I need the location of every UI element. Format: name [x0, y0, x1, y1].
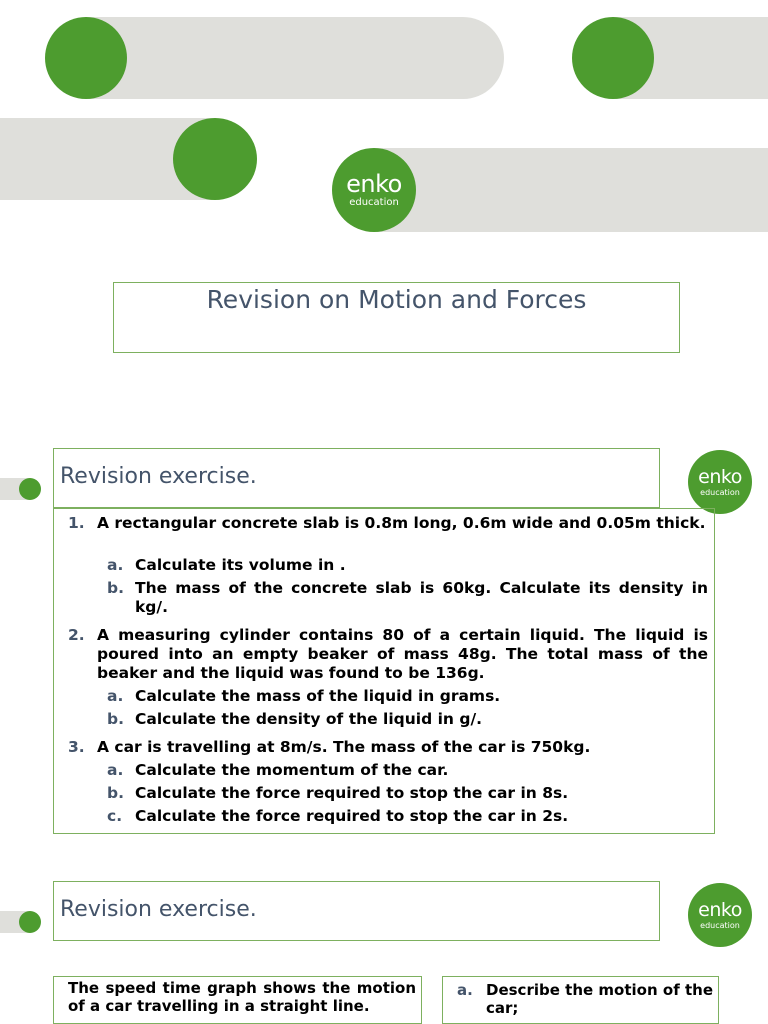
question-number: 1.	[68, 514, 85, 532]
header-dot-1	[45, 17, 127, 99]
title-box	[113, 282, 680, 353]
question-1b	[107, 579, 708, 617]
part-text: Calculate the mass of the liquid in grams.	[135, 687, 501, 705]
enko-logo-section2	[688, 883, 752, 947]
logo-word: enko	[698, 465, 742, 488]
question-3	[68, 738, 708, 757]
part-text: Calculate the density of the liquid in g/.	[135, 710, 482, 728]
motion-question-box	[442, 976, 719, 1024]
header-band-1	[86, 17, 504, 99]
header-dot-3	[173, 118, 257, 200]
question-number: 3.	[68, 738, 85, 756]
question-text: A measuring cylinder contains 80 of a certain liquid. The liquid is poured into an empty beaker of mass 48g. The total mass of the beaker and the liquid was found to be 136g.	[97, 626, 708, 682]
part-letter: b.	[107, 579, 124, 597]
logo-sub: education	[700, 487, 740, 497]
question-3a	[107, 761, 708, 780]
question-1	[68, 514, 708, 533]
part-text: Calculate the force required to stop the car in 8s.	[135, 784, 569, 802]
question-2b	[107, 710, 708, 729]
section1-heading: Revision exercise.	[60, 464, 257, 489]
graph-description-text: The speed time graph shows the motion of a car travelling in a straight line.	[68, 979, 416, 1015]
section2-dot	[19, 911, 41, 933]
question-2a	[107, 687, 708, 706]
logo-word: enko	[346, 170, 402, 198]
enko-logo-main	[332, 148, 416, 232]
part-text: The mass of the concrete slab is 60kg. Calculate its density in kg/.	[135, 579, 708, 616]
logo-word: enko	[698, 898, 742, 921]
part-letter: a.	[457, 981, 473, 999]
motion-question	[457, 981, 713, 1017]
logo-sub: education	[349, 197, 399, 208]
question-2	[68, 626, 708, 683]
enko-logo-section1	[688, 450, 752, 514]
part-letter: a.	[107, 761, 124, 779]
question-text: A car is travelling at 8m/s. The mass of the car is 750kg.	[97, 738, 591, 756]
question-3b	[107, 784, 708, 803]
questions-box	[53, 508, 715, 834]
section1-header	[53, 448, 660, 508]
part-letter: a.	[107, 687, 124, 705]
part-text: Calculate the force required to stop the car in 2s.	[135, 807, 569, 825]
part-letter: b.	[107, 784, 124, 802]
part-text: Calculate the momentum of the car.	[135, 761, 449, 779]
header-dot-2	[572, 17, 654, 99]
header-band-4	[374, 148, 768, 232]
section2-header	[53, 881, 660, 941]
logo-sub: education	[700, 920, 740, 930]
question-number: 2.	[68, 626, 85, 644]
question-1a	[107, 556, 708, 575]
part-text: Describe the motion of the car;	[486, 981, 713, 1017]
question-text: A rectangular concrete slab is 0.8m long, 0.6m wide and 0.05m thick.	[97, 514, 706, 532]
question-3c	[107, 807, 708, 826]
page-title: Revision on Motion and Forces	[206, 285, 587, 314]
part-letter: c.	[107, 807, 123, 825]
part-text: Calculate its volume in .	[135, 556, 346, 574]
graph-description-box	[53, 976, 422, 1024]
section2-heading: Revision exercise.	[60, 897, 257, 922]
section1-dot	[19, 478, 41, 500]
part-letter: a.	[107, 556, 124, 574]
part-letter: b.	[107, 710, 124, 728]
